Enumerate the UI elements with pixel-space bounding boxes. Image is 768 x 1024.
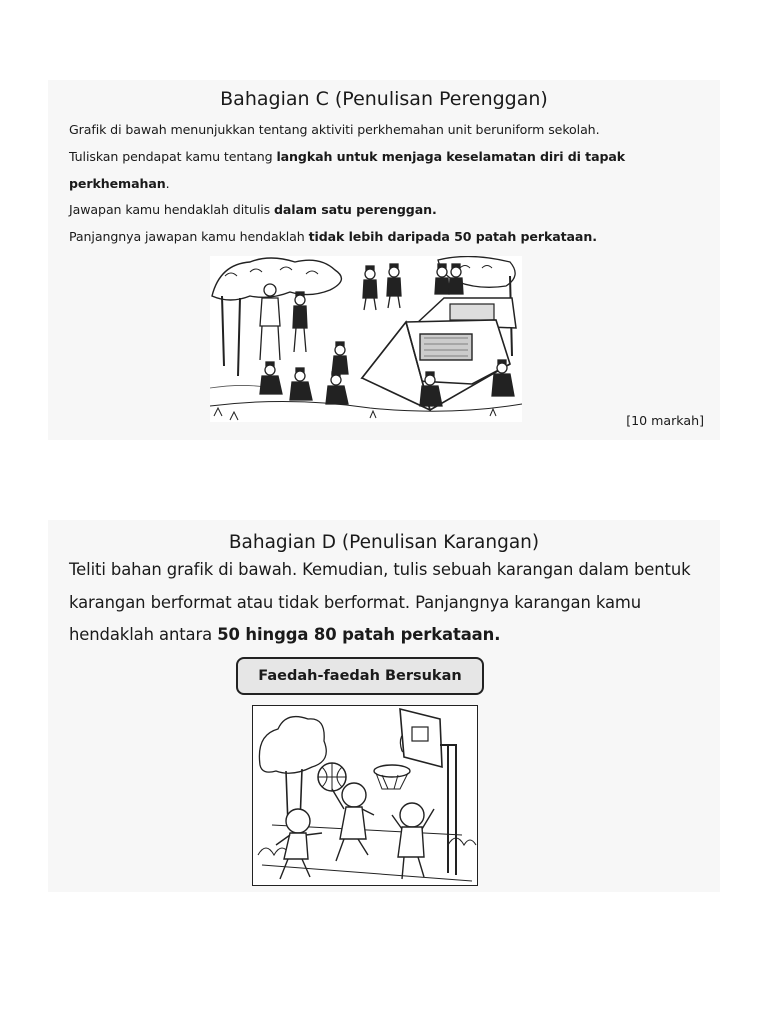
section-c-marks: [10 markah] [626, 413, 704, 428]
section-c-line-3: perkhemahan. [69, 176, 170, 191]
section-c-line-4: Jawapan kamu hendaklah ditulis dalam satu perenggan. [69, 202, 437, 217]
graphic-title-box: Faedah-faedah Bersukan [236, 657, 484, 695]
section-c-line-2: Tuliskan pendapat kamu tentang langkah untuk menjaga keselamatan diri di tapak [69, 149, 626, 164]
section-d-panel [48, 520, 720, 892]
section-c-line-5: Panjangnya jawapan kamu hendaklah tidak lebih daripada 50 patah perkataan. [69, 229, 597, 244]
section-d-line-3: hendaklah antara 50 hingga 80 patah perkataan. [69, 625, 501, 644]
section-d-line-1: Teliti bahan grafik di bawah. Kemudian, tulis sebuah karangan dalam bentuk [69, 560, 691, 579]
section-d-line-2: karangan berformat atau tidak berformat. Panjangnya karangan kamu [69, 593, 642, 612]
camping-illustration [210, 256, 522, 422]
section-c-line-1: Grafik di bawah menunjukkan tentang aktiviti perkhemahan unit beruniform sekolah. [69, 122, 600, 137]
basketball-illustration [252, 705, 478, 886]
section-c-heading: Bahagian C (Penulisan Perenggan) [220, 88, 548, 110]
section-d-heading: Bahagian D (Penulisan Karangan) [228, 532, 540, 553]
section-c-panel [48, 80, 720, 440]
